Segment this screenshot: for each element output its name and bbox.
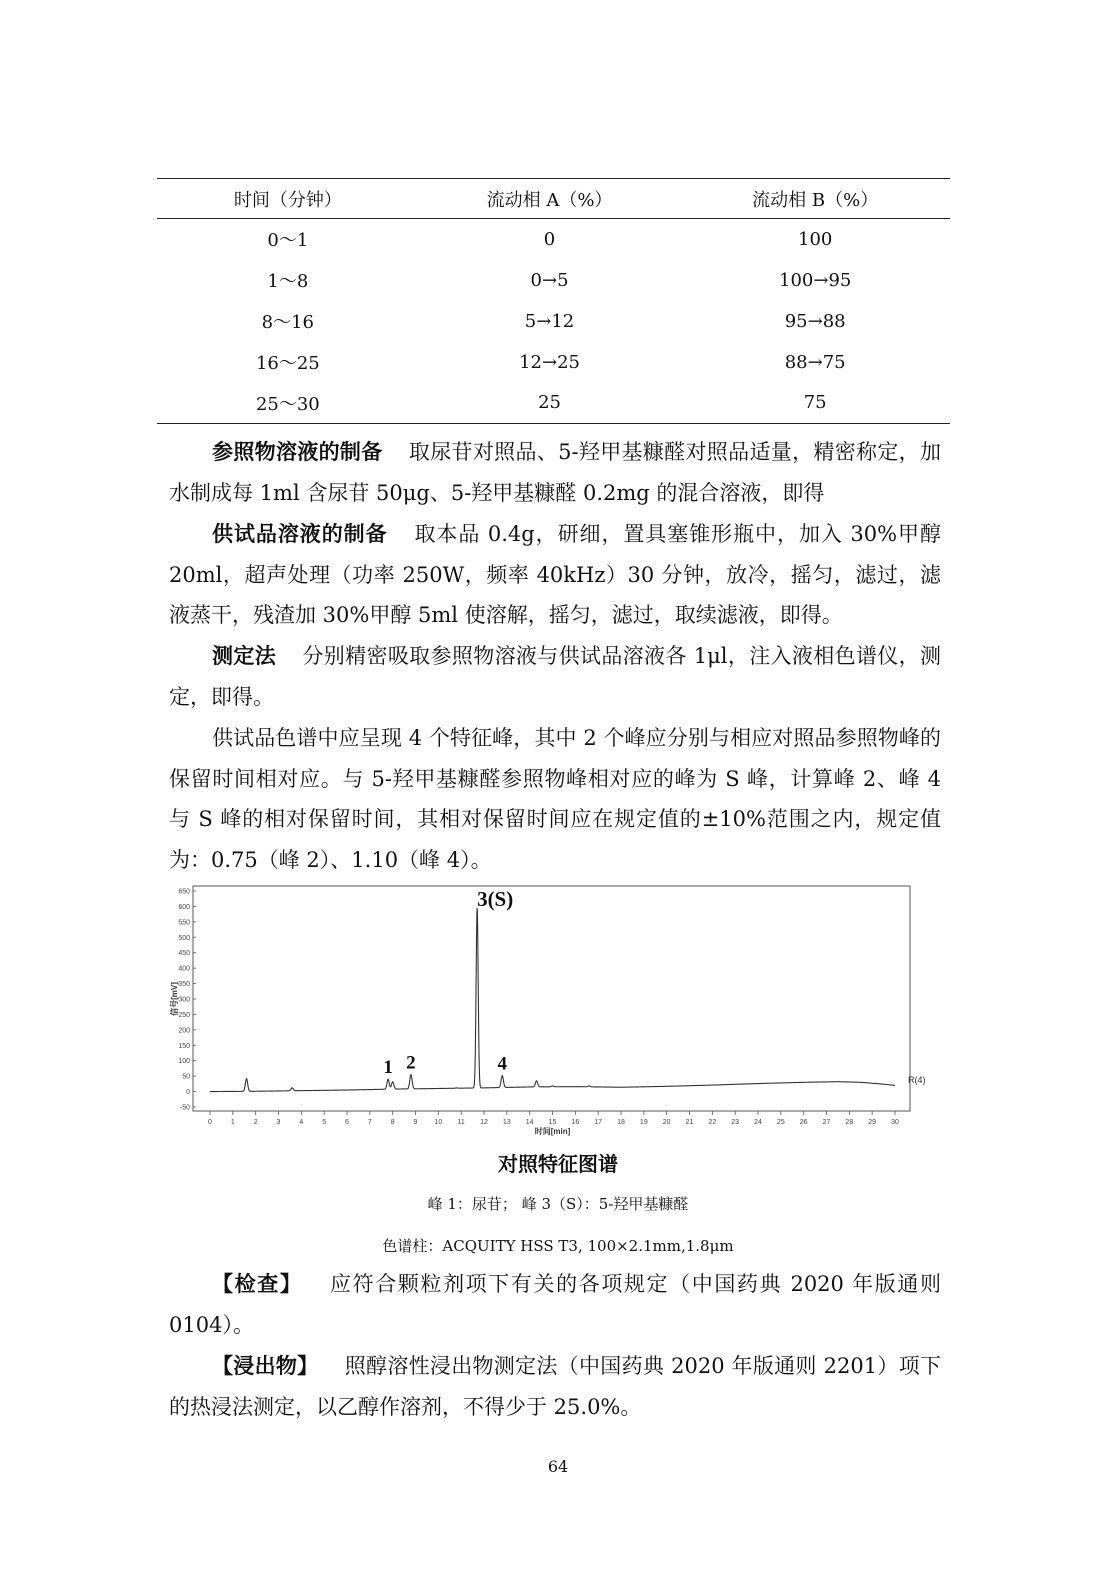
- y-tick-label: 200: [178, 1027, 190, 1035]
- cell-time: 8～16: [261, 312, 315, 333]
- x-tick-label: 24: [754, 1119, 762, 1126]
- table-header-row: [157, 179, 950, 219]
- y-tick-label: 150: [178, 1042, 190, 1050]
- y-tick-label: 400: [178, 965, 190, 973]
- x-tick-label: 22: [708, 1119, 717, 1126]
- x-axis: [208, 1111, 899, 1126]
- x-tick-label: 8: [390, 1119, 395, 1126]
- x-tick-label: 27: [822, 1119, 831, 1126]
- peak-label: 1: [383, 1057, 393, 1079]
- y-tick-label: 450: [178, 950, 190, 958]
- method-paragraph: [169, 636, 941, 717]
- chromatogram: [168, 883, 928, 1141]
- x-tick-label: 9: [413, 1119, 418, 1126]
- series-label: R(4): [908, 1075, 926, 1085]
- cell-phase-b: 100: [798, 228, 833, 250]
- test-solution-text: 取本品 0.4g，研细，置具塞锥形瓶中，加入 30%甲醇 20ml，超声处理（功率 250W，频率 40kHz）30 分钟，放冷，摇匀，滤过，滤液蒸干，残渣加 30%甲醇 5ml 使溶解，摇匀，滤过，取续滤液，即得。: [169, 522, 941, 627]
- x-tick-label: 11: [457, 1119, 465, 1126]
- y-tick-label: 0: [186, 1089, 190, 1097]
- reference-solution-paragraph: [169, 432, 941, 513]
- x-tick-label: 17: [594, 1119, 603, 1126]
- extract-text: 照醇溶性浸出物测定法（中国药典 2020 年版通则 2201）项下的热浸法测定，以乙醇作溶剂，不得少于 25.0%。: [169, 1354, 941, 1419]
- peak-labels: [383, 887, 513, 1078]
- cell-phase-b: 95→88: [784, 310, 846, 332]
- x-tick-label: 18: [617, 1119, 625, 1126]
- y-axis-label: 信号[mV]: [170, 982, 179, 1016]
- test-solution-paragraph: [169, 514, 941, 636]
- y-tick-label: -50: [179, 1104, 190, 1112]
- extract-paragraph: [169, 1346, 941, 1427]
- header-phase-b: 流动相 B（%）: [752, 189, 879, 211]
- table-row: [157, 301, 950, 342]
- cell-phase-b: 75: [803, 392, 827, 414]
- peak-label: 4: [497, 1053, 508, 1075]
- y-tick-label: 50: [182, 1073, 190, 1081]
- x-tick-label: 3: [276, 1119, 281, 1126]
- peak-label: 3(S): [477, 886, 514, 911]
- cell-phase-b: 88→75: [784, 351, 846, 373]
- inspection-paragraph: [169, 1264, 941, 1345]
- table-row: [157, 260, 950, 301]
- plot-frame: [193, 886, 910, 1111]
- chromatogram-trace: [210, 908, 895, 1092]
- x-tick-label: 21: [685, 1119, 694, 1126]
- x-tick-label: 2: [253, 1119, 258, 1126]
- x-tick-label: 26: [799, 1119, 808, 1126]
- test-solution-heading: 供试品溶液的制备: [212, 522, 388, 546]
- cell-time: 16～25: [255, 353, 320, 374]
- criteria-text: 供试品色谱中应呈现 4 个特征峰，其中 2 个峰应分别与相应对照品参照物峰的保留时间相对应。与 5-羟甲基糠醛参照物峰相对应的峰为 S 峰，计算峰 2、峰 4 与 S 峰的相对保留时间，其相对保留时间应在规定值的±10%范围之内，规定值为：0.75（峰 2）、1.10（峰 4）。: [169, 726, 941, 872]
- x-tick-label: 28: [845, 1119, 854, 1126]
- figure-caption-column: 色谱柱：ACQUITY HSS T3, 100×2.1mm,1.8μm: [382, 1237, 734, 1255]
- x-tick-label: 6: [345, 1119, 349, 1126]
- x-tick-label: 1: [230, 1119, 235, 1126]
- x-tick-label: 5: [322, 1119, 327, 1126]
- header-time: 时间（分钟）: [233, 189, 342, 211]
- y-tick-label: 350: [178, 981, 190, 989]
- x-tick-label: 14: [525, 1119, 534, 1126]
- cell-phase-a: 0: [543, 228, 556, 250]
- method-text: 分别精密吸取参照物溶液与供试品溶液各 1μl，注入液相色谱仪，测定，即得。: [169, 644, 942, 709]
- x-tick-label: 16: [571, 1119, 580, 1126]
- x-tick-label: 4: [299, 1119, 304, 1126]
- x-tick-label: 0: [208, 1119, 212, 1126]
- x-tick-label: 19: [639, 1119, 648, 1126]
- x-tick-label: 25: [776, 1119, 785, 1126]
- x-tick-label: 15: [548, 1119, 557, 1126]
- y-tick-label: 250: [178, 1011, 190, 1019]
- x-tick-label: 7: [367, 1119, 372, 1126]
- x-tick-label: 23: [731, 1119, 740, 1126]
- header-phase-a: 流动相 A（%）: [486, 189, 613, 211]
- method-heading: 测定法: [212, 644, 277, 668]
- x-tick-label: 20: [662, 1119, 671, 1126]
- table-row: [157, 342, 950, 383]
- extract-heading: 【浸出物】: [212, 1354, 319, 1378]
- cell-time: 25～30: [255, 393, 320, 415]
- y-tick-label: 650: [178, 888, 190, 896]
- y-tick-label: 100: [178, 1058, 190, 1066]
- figure-title: 对照特征图谱: [498, 1152, 618, 1176]
- gradient-table: [157, 178, 950, 424]
- inspection-heading: 【检查】: [212, 1272, 303, 1296]
- y-tick-label: 500: [178, 934, 190, 942]
- y-tick-label: 600: [178, 903, 190, 911]
- cell-phase-a: 25: [538, 392, 561, 414]
- x-tick-label: 13: [502, 1119, 511, 1126]
- cell-phase-b: 100→95: [779, 269, 852, 291]
- cell-time: 0～1: [267, 230, 309, 252]
- x-tick-label: 29: [868, 1119, 877, 1126]
- x-axis-label: 时间[min]: [534, 1127, 571, 1136]
- reference-solution-text: 取尿苷对照品、5-羟甲基糠醛对照品适量，精密称定，加水制成每 1ml 含尿苷 50μg、5-羟甲基糠醛 0.2mg 的混合溶液，即得: [169, 440, 941, 505]
- cell-time: 1～8: [267, 271, 309, 292]
- page-number: 64: [547, 1457, 569, 1476]
- figure-caption-peaks: 峰 1：尿苷； 峰 3（S）：5-羟甲基糠醛: [427, 1195, 689, 1213]
- y-tick-label: 300: [178, 996, 190, 1004]
- y-tick-label: 550: [178, 919, 190, 927]
- x-tick-label: 10: [434, 1119, 443, 1126]
- criteria-paragraph: [169, 718, 941, 880]
- table-row: [157, 383, 950, 424]
- inspection-text: 应符合颗粒剂项下有关的各项规定（中国药典 2020 年版通则 0104）。: [169, 1272, 942, 1337]
- x-tick-label: 30: [891, 1119, 899, 1126]
- table-row: [157, 219, 950, 260]
- cell-phase-a: 12→25: [519, 351, 580, 373]
- peak-label: 2: [406, 1052, 416, 1074]
- cell-phase-a: 0→5: [530, 269, 569, 291]
- reference-solution-heading: 参照物溶液的制备: [212, 440, 383, 464]
- x-tick-label: 12: [480, 1119, 488, 1126]
- cell-phase-a: 5→12: [524, 310, 575, 332]
